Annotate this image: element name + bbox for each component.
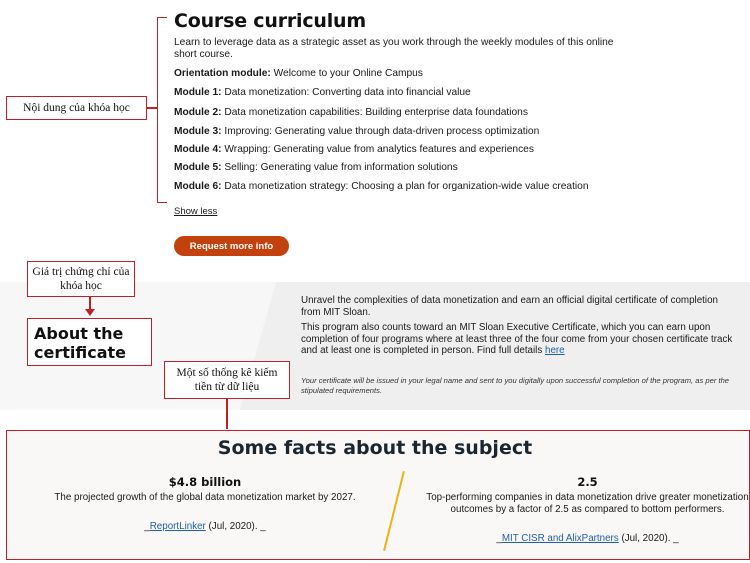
fact-source-link[interactable]: ReportLinker	[149, 521, 206, 532]
certificate-paragraph: Unravel the complexities of data monetization and earn an official digital certificate of completion from MIT Sloan.	[301, 295, 718, 318]
show-less-link[interactable]: Show less	[174, 206, 218, 217]
annotation-connector	[147, 107, 157, 109]
module-item: Module 4: Wrapping: Generating value from analytics features and experiences	[174, 144, 534, 155]
curriculum-title: Course curriculum	[174, 10, 366, 32]
module-item: Module 3: Improving: Generating value through data-driven process optimization	[174, 126, 540, 137]
annotation-connector	[226, 399, 228, 429]
fact-description: The projected growth of the global data monetization market by 2027.	[54, 492, 356, 503]
fact-source: _MIT CISR and AlixPartners (Jul, 2020). _	[496, 533, 679, 544]
module-item: Module 1: Data monetization: Converting data into financial value	[174, 87, 471, 98]
annotation-content-label: Nội dung của khóa học	[6, 96, 147, 120]
certificate-note: Your certificate will be issued in your legal name and sent to you digitally upon successful completion of the program, as per the stipulated requirements.	[301, 376, 730, 395]
certificate-heading: About the certificate	[34, 324, 126, 362]
module-item: Module 2: Data monetization capabilities: Building enterprise data foundations	[174, 107, 528, 118]
annotation-cert-value-label: Giá trị chứng chỉ của khóa học	[27, 261, 135, 297]
certificate-details-link[interactable]: here	[545, 345, 565, 357]
request-more-info-button[interactable]: Request more info	[174, 236, 289, 256]
fact-value: 2.5	[577, 475, 598, 489]
fact-source-link[interactable]: MIT CISR and AlixPartners	[501, 533, 619, 544]
annotation-bracket	[157, 17, 167, 203]
module-item: Module 5: Selling: Generating value from information solutions	[174, 162, 458, 173]
annotation-stats-label: Một số thống kê kiếm tiền từ dữ liệu	[164, 361, 290, 399]
module-item: Module 6: Data monetization strategy: Choosing a plan for organization-wide value creation	[174, 181, 589, 192]
arrow-down-icon	[85, 309, 95, 316]
certificate-paragraph: This program also counts toward an MIT Sloan Executive Certificate, which you can earn upon completion of four programs where at least three of the four come from your chosen certificate track and at least one is completed in person. Find full details here	[301, 322, 733, 357]
fact-source: _ReportLinker (Jul, 2020). _	[144, 521, 266, 532]
module-item: Orientation module: Welcome to your Online Campus	[174, 68, 423, 79]
fact-description: Top-performing companies in data monetization drive greater monetization outcomes by a factor of 2.5 as compared to bottom performers.	[426, 492, 749, 515]
fact-value: $4.8 billion	[168, 475, 242, 489]
curriculum-intro: Learn to leverage data as a strategic asset as you work through the weekly modules of this online short course.	[174, 37, 614, 60]
facts-title: Some facts about the subject	[217, 437, 533, 459]
